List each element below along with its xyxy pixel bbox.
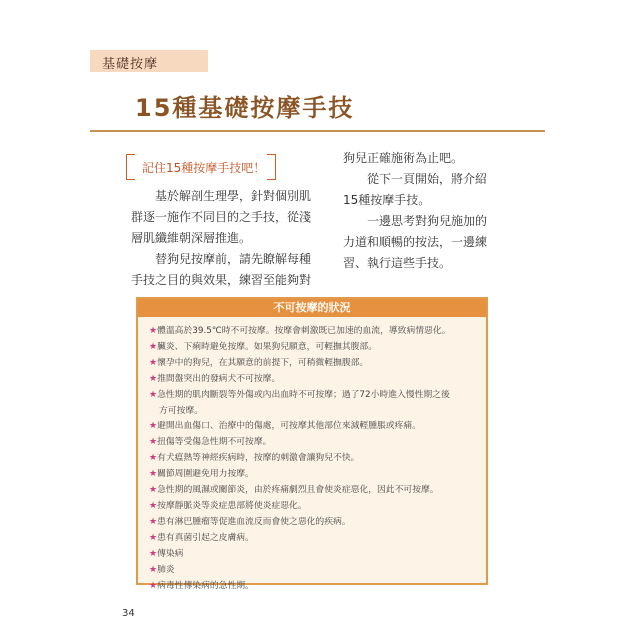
star-icon: ★ bbox=[149, 485, 158, 496]
list-item bbox=[149, 324, 482, 340]
list-item bbox=[149, 435, 482, 451]
list-item bbox=[149, 579, 482, 595]
list-item-text: 患有淋巴腫瘤等促進血流反而會使之惡化的疾病。 bbox=[157, 516, 351, 527]
callout-bracket-right bbox=[267, 154, 276, 180]
left-column bbox=[131, 186, 311, 291]
list-item bbox=[149, 563, 482, 579]
callout-text: 記住15種按摩手技吧！ bbox=[142, 161, 266, 175]
list-item bbox=[149, 419, 482, 435]
list-item-continuation: 方可按摩。 bbox=[159, 405, 203, 416]
paragraph: 一邊思考對狗兒施加的力道和順暢的按法，一邊練習、執行這些手技。 bbox=[343, 214, 488, 270]
star-icon: ★ bbox=[149, 453, 158, 464]
list-item bbox=[149, 340, 482, 356]
list-item-text: 避開出血傷口、治療中的傷處，可按摩其他部位來減輕腫脹或疼痛。 bbox=[157, 421, 421, 432]
list-item-text: 懷孕中的狗兒，在其願意的前提下，可稍微輕撫腹部。 bbox=[157, 357, 369, 368]
page-number: 34 bbox=[122, 608, 135, 619]
list-item-text: 有犬瘟熱等神經疾病時，按摩的刺激會讓狗兒不快。 bbox=[157, 453, 360, 464]
list-item bbox=[149, 515, 482, 531]
list-item-text: 關節周圍避免用力按摩。 bbox=[157, 469, 254, 480]
star-icon: ★ bbox=[149, 357, 158, 368]
page-title: 15種基礎按摩手技 bbox=[135, 94, 355, 122]
callout bbox=[126, 154, 276, 180]
star-icon: ★ bbox=[149, 326, 158, 336]
right-column bbox=[343, 148, 493, 274]
list-item bbox=[149, 531, 482, 547]
paragraph: 基於解剖生理學，針對個別肌群逐一施作不同目的之手技，從淺層肌纖維朝深層推進。 bbox=[131, 189, 312, 245]
list-item bbox=[149, 356, 482, 372]
list-item-text: 推間盤突出的發病犬不可按摩。 bbox=[157, 373, 281, 384]
list-item-text: 按摩靜脈炎等炎症患部將使炎症惡化。 bbox=[157, 500, 307, 511]
warning-box bbox=[136, 297, 488, 591]
title-rule bbox=[90, 130, 545, 132]
list-item bbox=[149, 499, 482, 515]
star-icon: ★ bbox=[149, 389, 158, 400]
list-item bbox=[149, 451, 482, 467]
star-icon: ★ bbox=[149, 437, 158, 448]
star-icon: ★ bbox=[149, 500, 158, 511]
star-icon: ★ bbox=[149, 516, 158, 527]
list-item bbox=[149, 372, 482, 388]
list-item bbox=[149, 547, 482, 563]
list-item bbox=[149, 388, 482, 404]
star-icon: ★ bbox=[149, 373, 158, 384]
list-item-text: 體溫高於39.5℃時不可按摩。按摩會刺激既已加速的血流，導致病情惡化。 bbox=[157, 326, 451, 336]
star-icon: ★ bbox=[149, 564, 158, 575]
list-item bbox=[149, 483, 482, 499]
warning-list bbox=[138, 317, 486, 594]
paragraph: 狗兒正確施術為止吧。 bbox=[343, 151, 464, 165]
list-item-text: 臟炎、下痢時避免按摩。如果狗兒願意，可輕撫其腹部。 bbox=[157, 341, 378, 352]
callout-bracket-left bbox=[126, 154, 135, 180]
list-item bbox=[149, 467, 482, 483]
section-tab bbox=[90, 50, 208, 72]
list-item-text: 病毒性傳染病的急性期。 bbox=[157, 580, 254, 591]
section-tab-label: 基礎按摩 bbox=[102, 57, 159, 72]
warning-box-heading: 不可按摩的狀況 bbox=[138, 299, 486, 317]
list-item-text: 傳染病 bbox=[157, 548, 184, 559]
paragraph: 替狗兒按摩前，請先瞭解每種手技之目的與效果，練習至能夠對 bbox=[131, 252, 312, 287]
star-icon: ★ bbox=[149, 548, 158, 559]
paragraph: 從下一頁開始，將介紹15種按摩手技。 bbox=[343, 172, 488, 207]
list-item-text: 急性期的風濕或關節炎，由於疼痛劇烈且會使炎症惡化，因此不可按摩。 bbox=[157, 485, 439, 496]
star-icon: ★ bbox=[149, 421, 158, 432]
star-icon: ★ bbox=[149, 469, 158, 480]
star-icon: ★ bbox=[149, 341, 158, 352]
list-item-text: 患有真菌引起之皮膚病。 bbox=[157, 532, 254, 543]
star-icon: ★ bbox=[149, 580, 158, 591]
star-icon: ★ bbox=[149, 532, 158, 543]
list-item-text: 急性期的肌肉斷裂等外傷或內出血時不可按摩；過了72小時進入慢性期之後 bbox=[157, 389, 450, 400]
list-item-text: 扭傷等受傷急性期不可按摩。 bbox=[157, 437, 272, 448]
list-item-text: 肺炎 bbox=[157, 564, 175, 575]
